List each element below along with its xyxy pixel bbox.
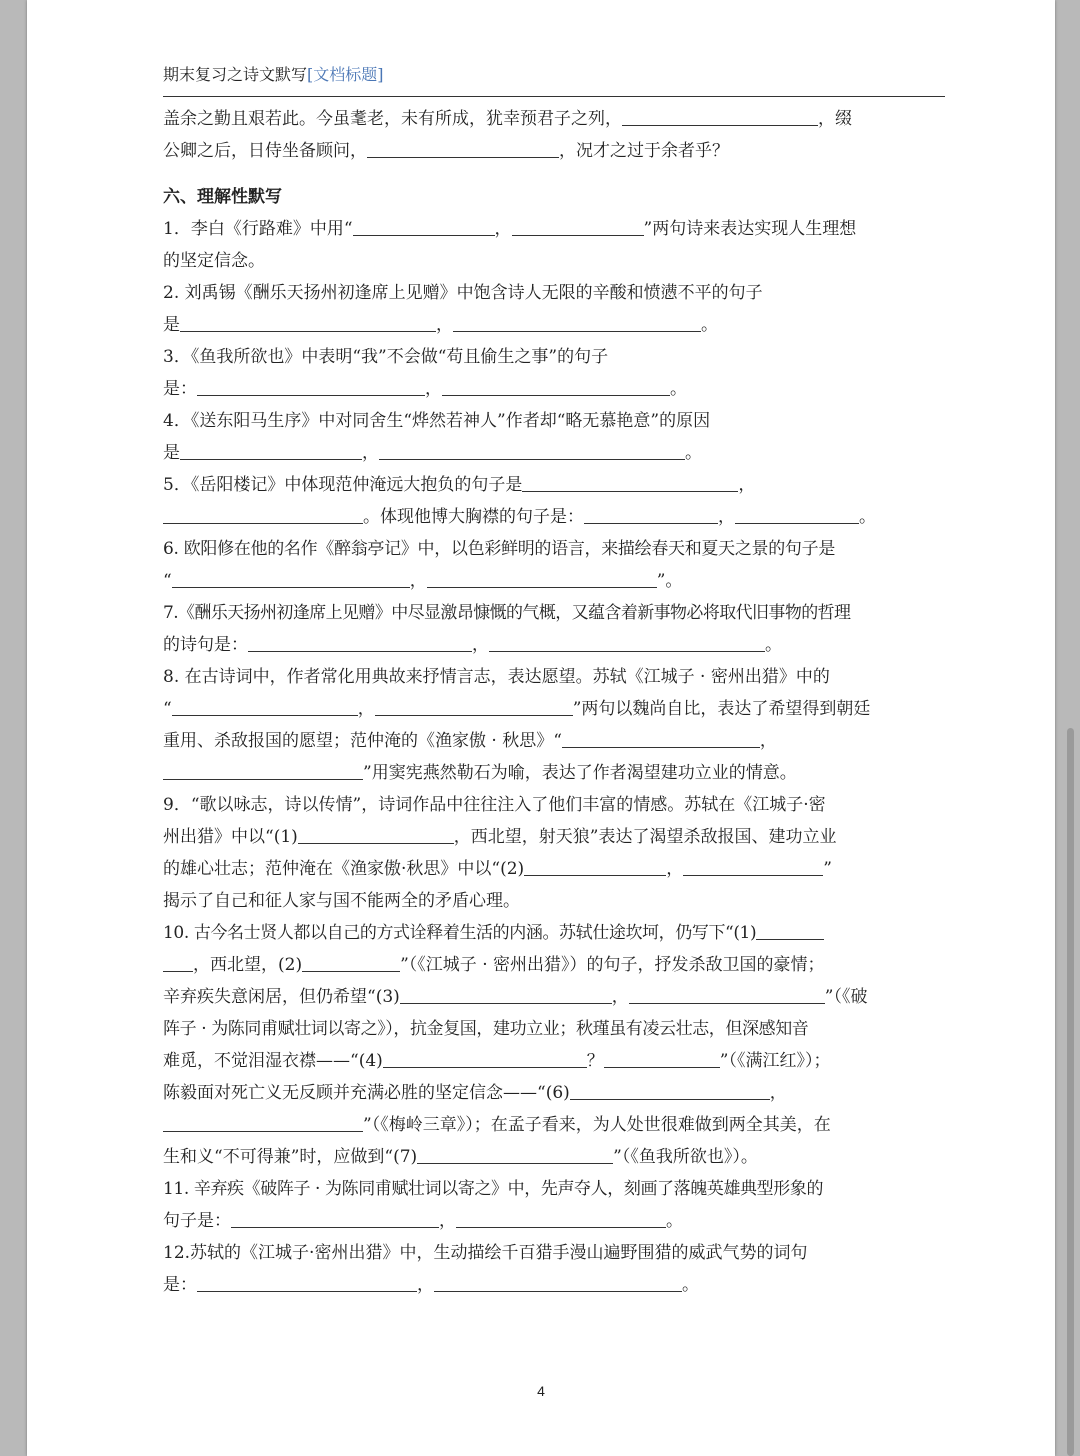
question-3: 3．《鱼我所欲也》中表明“我”不会做“苟且偷生之事”的句子 [163,347,609,367]
text-line: 的雄心壮志；范仲淹在《渔家傲·秋思》中以“(2) ， ” [163,859,832,879]
text-line: 的坚定信念。 [163,251,265,271]
answer-blank[interactable] [379,441,685,460]
question-12: 12.苏轼的《江城子·密州出猎》中，生动描绘千百猎手漫山遍野围猎的威武气势的词句 [163,1243,808,1263]
text-line: 重用、杀敌报国的愿望；范仲淹的《渔家傲 · 秋思》“ ， [163,731,777,751]
answer-blank[interactable] [180,313,436,332]
answer-blank[interactable] [298,825,454,844]
question-9: 9．“歌以咏志，诗以传情”，诗词作品中往往注入了他们丰富的情感。苏轼在《江城子·密 [163,795,826,815]
text-line: 盖余之勤且艰若此。今虽耄老，未有所成，犹幸预君子之列， ，缀 [163,109,852,129]
text-line: 陈毅面对死亡义无反顾并充满必胜的坚定信念——“(6) ， [163,1083,787,1103]
answer-blank[interactable] [353,217,495,236]
answer-blank[interactable] [180,441,362,460]
answer-blank[interactable] [584,505,718,524]
answer-blank[interactable] [522,473,738,492]
section-title: 六、理解性默写 [163,187,282,207]
answer-blank[interactable] [172,697,358,716]
answer-blank[interactable] [302,953,400,972]
answer-blank[interactable] [453,313,701,332]
text-line: 生和义“不可得兼”时，应做到“(7) ”（《鱼我所欲也》）。 [163,1147,758,1167]
answer-blank[interactable] [375,697,573,716]
header-title-placeholder[interactable]: [文档标题] [307,65,384,84]
text-line: 州出猎》中以“(1) ，西北望，射天狼”表达了渴望杀敌报国、建功立业 [163,827,837,847]
text-line: 是 ， 。 [163,315,718,335]
document-page [27,0,1055,1456]
page-number: 4 [537,1383,545,1399]
answer-blank[interactable] [622,107,818,126]
answer-blank[interactable] [163,953,193,972]
answer-blank[interactable] [417,1145,613,1164]
answer-blank[interactable] [512,217,644,236]
text-line: 辛弃疾失意闲居，但仍希望“(3) ， ”（《破 [163,987,868,1007]
question-5: 5．《岳阳楼记》中体现范仲淹远大抱负的句子是 ， [163,475,756,495]
question-4: 4．《送东阳马生序》中对同舍生“烨然若神人”作者却“略无慕艳意”的原因 [163,411,711,431]
answer-blank[interactable] [735,505,859,524]
text-line: 公卿之后，日侍坐备顾问， ，况才之过于余者乎？ [163,141,729,161]
text-line: 是： ， 。 [163,1275,699,1295]
text-line: 是 ， 。 [163,443,702,463]
answer-blank[interactable] [570,1081,770,1100]
answer-blank[interactable] [756,921,824,940]
answer-blank[interactable] [197,377,425,396]
answer-blank[interactable] [197,1273,417,1292]
answer-blank[interactable] [163,1113,363,1132]
answer-blank[interactable] [604,1049,720,1068]
text-line: “ ， ”两句以魏尚自比，表达了希望得到朝廷 [163,699,871,719]
answer-blank[interactable] [442,377,670,396]
text-line: 。体现他博大胸襟的句子是： ， 。 [163,501,945,533]
text-line: ”（《梅岭三章》）；在孟子看来，为人处世很难做到两全其美，在 [163,1109,945,1141]
answer-blank[interactable] [456,1209,666,1228]
text-line: ，西北望，(2) ”（《江城子 · 密州出猎》）的句子，抒发杀敌卫国的豪情； [163,949,945,981]
header-title: 期末复习之诗文默写 [163,65,308,84]
question-8: 8. 在古诗词中，作者常化用典故来抒情言志，表达愿望。苏轼《江城子 · 密州出猎》中的 [163,667,830,687]
answer-blank[interactable] [367,139,559,158]
answer-blank[interactable] [172,569,410,588]
text-line: 阵子 · 为陈同甫赋壮词以寄之》），抗金复国，建功立业；秋瑾虽有凌云壮志，但深感知音 [163,1019,809,1039]
document-body [163,103,945,1301]
page-content [163,56,945,1301]
text-line: 揭示了自己和征人家与国不能两全的矛盾心理。 [163,891,520,911]
answer-blank[interactable] [629,985,825,1004]
answer-blank[interactable] [248,633,472,652]
question-1: 1．李白《行路难》中用“ ， ”两句诗来表达实现人生理想 [163,219,857,239]
answer-blank[interactable] [427,569,657,588]
question-2: 2. 刘禹锡《酬乐天扬州初逢席上见赠》中饱含诗人无限的辛酸和愤懑不平的句子 [163,283,763,303]
answer-blank[interactable] [683,857,823,876]
text-line: 难觅，不觉泪湿衣襟——“(4) ？ ”（《满江红》）； [163,1051,831,1071]
question-7: 7.《酬乐天扬州初逢席上见赠》中尽显激昂慷慨的气概，又蕴含着新事物必将取代旧事物的哲理 [163,603,851,623]
answer-blank[interactable] [231,1209,439,1228]
answer-blank[interactable] [383,1049,587,1068]
vertical-scrollbar[interactable] [1067,728,1074,1456]
document-header [163,56,945,97]
text-line: 的诗句是： ， 。 [163,635,782,655]
answer-blank[interactable] [163,761,363,780]
text-line: 是： ， 。 [163,379,687,399]
answer-blank[interactable] [562,729,760,748]
text-line: “ ， ”。 [163,571,683,591]
question-6: 6. 欧阳修在他的名作《醉翁亭记》中，以色彩鲜明的语言，来描绘春天和夏天之景的句子是 [163,539,836,559]
question-11: 11. 辛弃疾《破阵子 · 为陈同甫赋壮词以寄之》中，先声夺人，刻画了落魄英雄典型形象的 [163,1179,824,1199]
answer-blank[interactable] [400,985,612,1004]
text-line: 句子是： ， 。 [163,1211,683,1231]
answer-blank[interactable] [489,633,765,652]
answer-blank[interactable] [524,857,666,876]
answer-blank[interactable] [163,505,363,524]
text-line: ”用窦宪燕然勒石为喻，表达了作者渴望建功立业的情意。 [163,757,945,789]
answer-blank[interactable] [434,1273,682,1292]
question-10: 10. 古今名士贤人都以自己的方式诠释着生活的内涵。苏轼仕途坎坷，仍写下“(1) [163,917,945,949]
